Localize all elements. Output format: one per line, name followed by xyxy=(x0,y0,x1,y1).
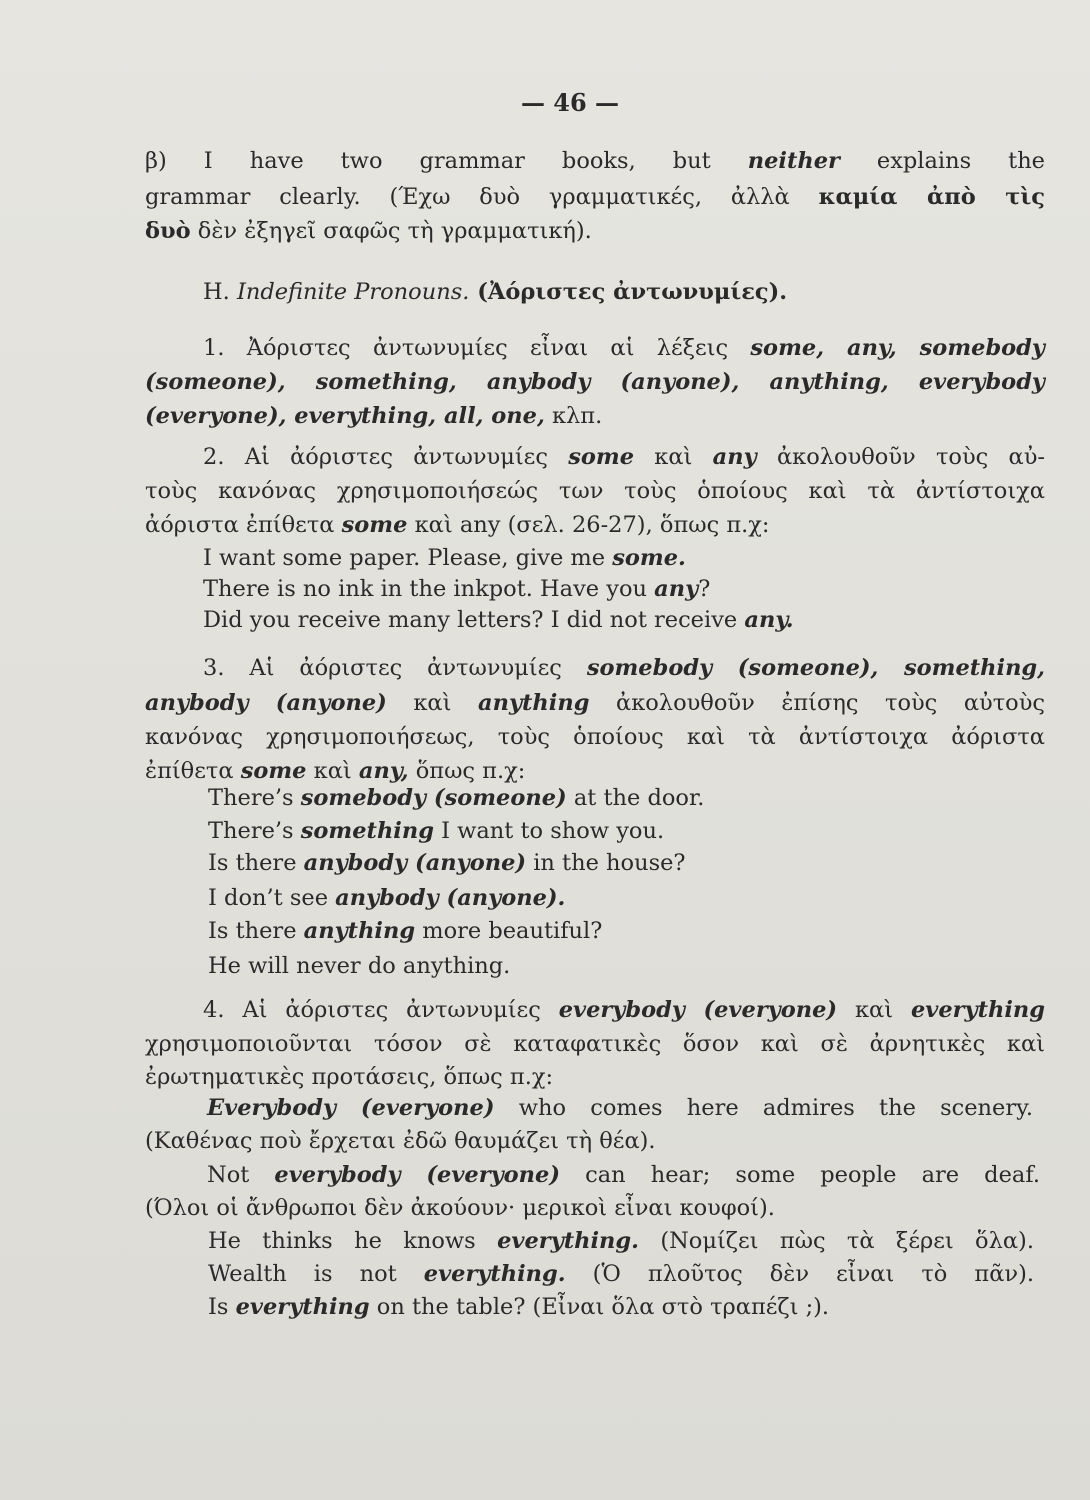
p4-example-5: Is everything on the table? (Εἶναι ὅλα στὸ τραπέζι ;). xyxy=(208,1294,830,1320)
p3-example-2: There’s something I want to show you. xyxy=(208,818,665,844)
section-heading: H. Indefinite Pronouns. (Ἀόριστες ἀντωνυμίες). xyxy=(203,279,788,305)
p3-example-6: He will never do anything. xyxy=(208,953,511,979)
p4-example-1: Everybody (everyone) who comes here admires the scenery. xyxy=(207,1095,1033,1121)
p3-line-3: κανόνας χρησιμοποιήσεως, τοὺς ὁποίους καὶ τὰ ἀντίστοιχα ἀόριστα xyxy=(145,724,1045,750)
beta-line-3: δυὸ δὲν ἐξηγεῖ σαφῶς τὴ γραμματική). xyxy=(145,218,592,244)
p3-example-5: Is there anything more beautiful? xyxy=(208,918,603,944)
p4-example-3: He thinks he knows everything. (Νομίζει πὼς τὰ ξέρει ὅλα). xyxy=(208,1228,1034,1254)
p2-example-2: There is no ink in the inkpot. Have you any? xyxy=(203,576,711,602)
p2-example-1: I want some paper. Please, give me some. xyxy=(203,545,686,571)
p4-example-4: Wealth is not everything. (Ὁ πλοῦτος δὲν εἶναι τὸ πᾶν). xyxy=(208,1261,1034,1287)
p4-line-2: χρησιμοποιοῦνται τόσον σὲ καταφατικὲς ὅσον καὶ σὲ ἀρνητικὲς καὶ xyxy=(145,1031,1045,1057)
p1-line-1: 1. Ἀόριστες ἀντωνυμίες εἶναι αἱ λέξεις some, any, somebody xyxy=(203,335,1045,361)
p3-example-1: There’s somebody (someone) at the door. xyxy=(208,785,705,811)
p4-example-1-translation: (Καθένας ποὺ ἔρχεται ἐδῶ θαυμάζει τὴ θέα). xyxy=(145,1128,656,1154)
p3-line-2: anybody (anyone) καὶ anything ἀκολουθοῦν ἐπίσης τοὺς αὐτοὺς xyxy=(145,690,1046,716)
p4-line-1: 4. Αἱ ἀόριστες ἀντωνυμίες everybody (everyone) καὶ everything xyxy=(203,997,1045,1023)
p4-example-2-translation: (Όλοι οἱ ἄνθρωποι δὲν ἀκούουν· μερικοὶ εἶναι κουφοί). xyxy=(145,1195,775,1221)
p2-example-3: Did you receive many letters? I did not receive any. xyxy=(203,607,794,633)
p1-line-3: (everyone), everything, all, one, κλπ. xyxy=(145,403,603,429)
p3-line-4: ἐπίθετα some καὶ any, ὅπως π.χ: xyxy=(145,758,526,784)
beta-line-1: β) I have two grammar books, but neither explains the xyxy=(145,148,1045,174)
p4-example-2: Not everybody (everyone) can hear; some people are deaf. xyxy=(207,1162,1040,1188)
page-number: — 46 — xyxy=(520,88,620,117)
p1-line-2: (someone), something, anybody (anyone), anything, everybody xyxy=(145,369,1045,395)
p4-line-3: ἐρωτηματικὲς προτάσεις, ὅπως π.χ: xyxy=(145,1064,554,1090)
p3-example-4: I don’t see anybody (anyone). xyxy=(208,885,566,911)
p2-line-1: 2. Αἱ ἀόριστες ἀντωνυμίες some καὶ any ἀκολουθοῦν τοὺς αὐ- xyxy=(203,444,1045,470)
p3-line-1: 3. Αἱ ἀόριστες ἀντωνυμίες somebody (someone), something, xyxy=(203,655,1045,681)
p2-line-3: ἀόριστα ἐπίθετα some καὶ any (σελ. 26-27), ὅπως π.χ: xyxy=(145,512,770,538)
p2-line-2: τοὺς κανόνας χρησιμοποιήσεώς των τοὺς ὁποίους καὶ τὰ ἀντίστοιχα xyxy=(145,478,1045,504)
beta-line-2: grammar clearly. (Έχω δυὸ γραμματικές, ἀλλὰ καμία ἀπὸ τὶς xyxy=(145,184,1045,210)
p3-example-3: Is there anybody (anyone) in the house? xyxy=(208,850,686,876)
